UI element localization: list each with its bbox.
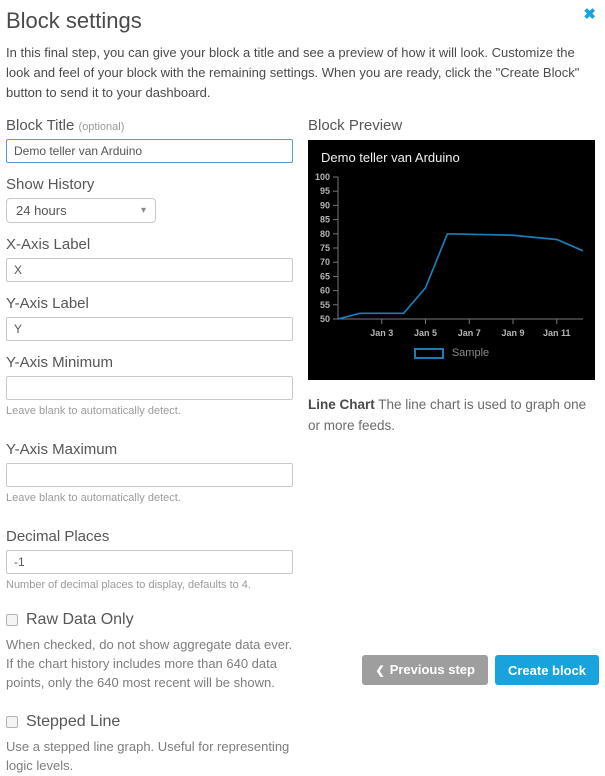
create-block-button[interactable] <box>495 655 599 685</box>
y-axis-min-label: Y-Axis Minimum <box>6 354 113 372</box>
raw-data-only-desc: When checked, do not show aggregate data ever. If the chart history includes more than 640 data points, only the 640 most recent will be shown. <box>6 637 293 691</box>
block-title-label <box>6 117 296 134</box>
decimal-places-input[interactable] <box>6 550 293 574</box>
svg-text:85: 85 <box>319 215 330 226</box>
chevron-down-icon: ▾ <box>140 205 146 217</box>
preview-chart <box>308 169 595 345</box>
block-type-description <box>308 395 595 436</box>
raw-data-only-label[interactable]: Raw Data Only <box>26 611 134 629</box>
chart-legend <box>308 347 595 359</box>
svg-text:Jan 9: Jan 9 <box>501 328 525 339</box>
svg-text:60: 60 <box>319 286 330 297</box>
page-title: Block settings <box>6 8 142 33</box>
stepped-line-desc: Use a stepped line graph. Useful for representing logic levels. <box>6 738 290 773</box>
chevron-left-icon: ❮ <box>375 665 385 677</box>
chart-title: Demo teller van Arduino <box>321 150 460 166</box>
svg-text:90: 90 <box>319 200 330 211</box>
svg-text:75: 75 <box>319 243 330 254</box>
show-history-group <box>6 176 296 223</box>
y-axis-max-help: Leave blank to automatically detect. <box>6 492 181 505</box>
settings-form <box>6 117 296 775</box>
y-axis-min-help: Leave blank to automatically detect. <box>6 405 181 418</box>
svg-text:65: 65 <box>319 271 330 282</box>
svg-text:Jan 3: Jan 3 <box>370 328 394 339</box>
x-axis-label-label: X-Axis Label <box>6 236 91 254</box>
legend-swatch <box>414 348 444 359</box>
block-title-input[interactable] <box>6 139 293 163</box>
svg-text:55: 55 <box>319 300 330 311</box>
svg-text:100: 100 <box>314 172 330 183</box>
footer-actions <box>362 655 599 685</box>
show-history-label: Show History <box>6 176 95 194</box>
raw-data-only-row <box>6 611 296 629</box>
y-axis-min-group <box>6 354 296 417</box>
svg-text:Jan 7: Jan 7 <box>457 328 481 339</box>
block-title-label-text: Block Title <box>6 117 75 135</box>
block-title-group <box>6 117 296 163</box>
block-type-text: The line chart is used to graph one or more feeds. <box>308 397 587 433</box>
y-axis-label-label: Y-Axis Label <box>6 295 89 313</box>
svg-text:Jan 5: Jan 5 <box>413 328 438 339</box>
svg-text:70: 70 <box>319 257 330 268</box>
create-block-label: Create block <box>507 662 586 678</box>
show-history-select[interactable] <box>6 198 156 223</box>
x-axis-label-input[interactable] <box>6 258 293 282</box>
previous-step-button[interactable] <box>362 655 487 685</box>
raw-data-only-checkbox[interactable] <box>6 614 18 626</box>
y-axis-max-group <box>6 441 296 504</box>
x-axis-label-group <box>6 236 296 282</box>
stepped-line-group <box>6 713 296 776</box>
close-icon[interactable]: ✖ <box>583 6 596 23</box>
stepped-line-row <box>6 713 296 731</box>
svg-text:50: 50 <box>319 314 330 325</box>
svg-text:Jan 11: Jan 11 <box>542 328 571 339</box>
svg-text:80: 80 <box>319 229 330 240</box>
stepped-line-label[interactable]: Stepped Line <box>26 712 121 730</box>
decimal-places-label: Decimal Places <box>6 528 110 546</box>
raw-data-only-group <box>6 611 296 693</box>
legend-label: Sample <box>451 347 490 360</box>
stepped-line-checkbox[interactable] <box>6 716 18 728</box>
show-history-value: 24 hours <box>16 203 67 219</box>
y-axis-label-input[interactable] <box>6 317 293 341</box>
y-axis-max-label: Y-Axis Maximum <box>6 441 118 459</box>
previous-step-label: Previous step <box>389 662 475 677</box>
y-axis-label-group <box>6 295 296 341</box>
y-axis-min-input[interactable] <box>6 376 293 400</box>
decimal-places-help: Number of decimal places to display, defaults to 4. <box>6 579 251 592</box>
block-type-name: Line Chart <box>308 397 375 413</box>
intro-text: In this final step, you can give your block a title and see a preview of how it will look. Customize the look and feel of your block with the remaining settings. When you are ready, click the "Create Block" button to send it to your dashboard. <box>6 45 580 101</box>
decimal-places-group <box>6 528 296 591</box>
y-axis-max-input[interactable] <box>6 463 293 487</box>
chart-preview-panel <box>308 140 595 380</box>
optional-note: (optional) <box>78 121 125 134</box>
svg-text:95: 95 <box>319 186 330 197</box>
block-preview-label: Block Preview <box>308 117 403 135</box>
